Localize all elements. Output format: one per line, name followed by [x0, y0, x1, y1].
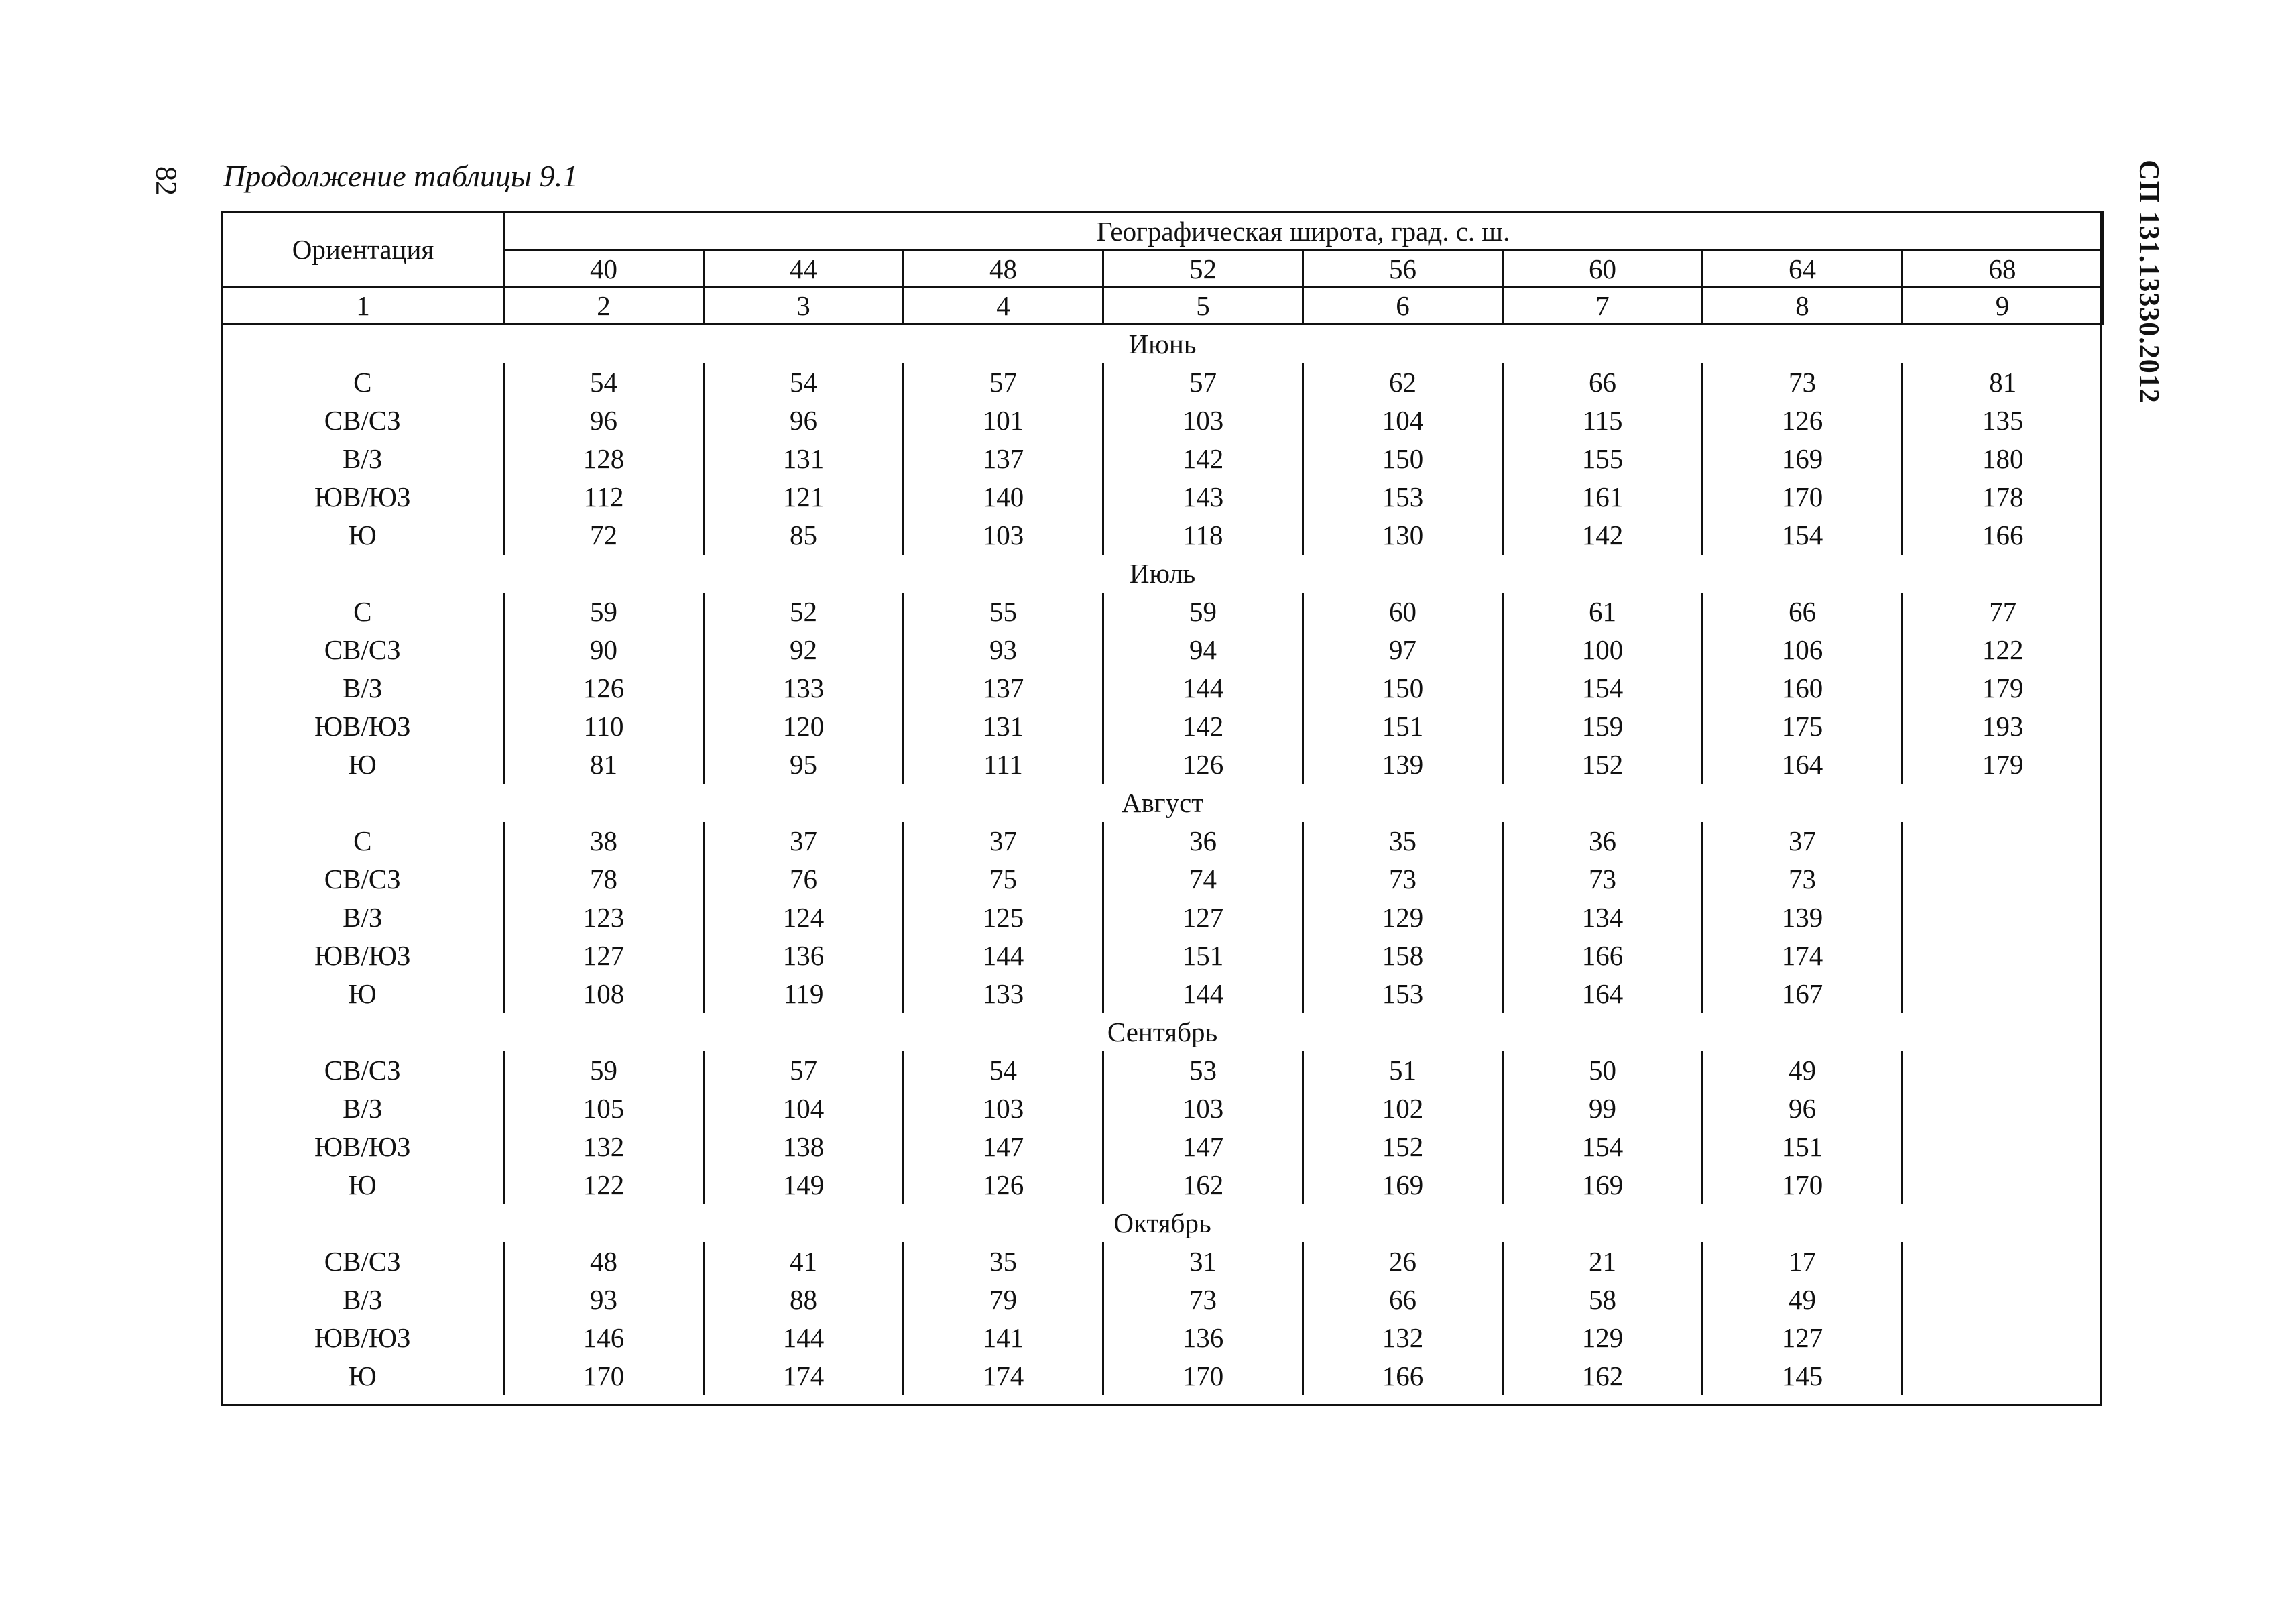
- value-cell: 140: [904, 478, 1103, 516]
- value-cell: 161: [1503, 478, 1703, 516]
- value-cell: 93: [504, 1281, 704, 1319]
- value-cell: 62: [1303, 363, 1503, 402]
- orientation-cell: СВ/СЗ: [324, 634, 401, 665]
- value-cell: 159: [1503, 707, 1703, 746]
- value-cell: 73: [1503, 860, 1703, 898]
- value-cell: 146: [504, 1319, 704, 1357]
- value-cell: 144: [1103, 669, 1303, 707]
- value-cell: 104: [1303, 402, 1503, 440]
- table-row: [223, 1242, 2103, 1281]
- value-cell: 131: [904, 707, 1103, 746]
- value-cell: 57: [904, 363, 1103, 402]
- latitude-cell: 60: [1503, 251, 1703, 288]
- value-cell: [1902, 1128, 2103, 1166]
- table-row: [223, 1166, 2103, 1204]
- value-cell: 134: [1503, 898, 1703, 937]
- latitude-cell: 52: [1103, 251, 1303, 288]
- value-cell: [1902, 937, 2103, 975]
- section-row: [223, 555, 2103, 593]
- value-cell: 49: [1703, 1051, 1902, 1090]
- value-cell: 162: [1103, 1166, 1303, 1204]
- table-row: [223, 1281, 2103, 1319]
- value-cell: 61: [1503, 593, 1703, 631]
- value-cell: 170: [1703, 478, 1902, 516]
- value-cell: 180: [1902, 440, 2103, 478]
- column-number: 4: [904, 288, 1103, 325]
- value-cell: 119: [704, 975, 904, 1013]
- value-cell: 73: [1703, 363, 1902, 402]
- table-row: [223, 746, 2103, 784]
- value-cell: 150: [1303, 669, 1503, 707]
- section-title: Июль: [1129, 558, 1196, 589]
- value-cell: 103: [1103, 402, 1303, 440]
- value-cell: 73: [1303, 860, 1503, 898]
- value-cell: 122: [1902, 631, 2103, 669]
- table-row: [223, 1357, 2103, 1395]
- table-caption: Продолжение таблицы 9.1: [223, 159, 579, 193]
- value-cell: [1902, 1242, 2103, 1281]
- value-cell: 147: [904, 1128, 1103, 1166]
- latitude-cell: 48: [904, 251, 1103, 288]
- value-cell: 142: [1503, 516, 1703, 555]
- value-cell: 17: [1703, 1242, 1902, 1281]
- value-cell: [1902, 1357, 2103, 1395]
- value-cell: 125: [904, 898, 1103, 937]
- orientation-cell: В/З: [343, 1093, 383, 1124]
- orientation-cell: СВ/СЗ: [324, 1055, 401, 1086]
- value-cell: 96: [1703, 1090, 1902, 1128]
- table-row: [223, 478, 2103, 516]
- value-cell: 72: [504, 516, 704, 555]
- orientation-cell: СВ/СЗ: [324, 1246, 401, 1277]
- value-cell: 95: [704, 746, 904, 784]
- value-cell: 151: [1703, 1128, 1902, 1166]
- value-cell: 179: [1902, 669, 2103, 707]
- value-cell: 35: [1303, 822, 1503, 860]
- value-cell: 155: [1503, 440, 1703, 478]
- table-row: [223, 1051, 2103, 1090]
- value-cell: 139: [1703, 898, 1902, 937]
- orientation-cell: ЮВ/ЮЗ: [314, 481, 411, 512]
- section-row: [223, 325, 2103, 364]
- table-row: [223, 1090, 2103, 1128]
- value-cell: 118: [1103, 516, 1303, 555]
- value-cell: [1902, 822, 2103, 860]
- value-cell: 73: [1703, 860, 1902, 898]
- value-cell: 58: [1503, 1281, 1703, 1319]
- value-cell: 90: [504, 631, 704, 669]
- value-cell: 88: [704, 1281, 904, 1319]
- value-cell: 54: [704, 363, 904, 402]
- value-cell: 66: [1703, 593, 1902, 631]
- value-cell: 126: [504, 669, 704, 707]
- value-cell: 169: [1703, 440, 1902, 478]
- orientation-cell: ЮВ/ЮЗ: [314, 940, 411, 971]
- value-cell: 169: [1503, 1166, 1703, 1204]
- value-cell: 166: [1503, 937, 1703, 975]
- section-title: Июнь: [1128, 329, 1197, 359]
- value-cell: 103: [1103, 1090, 1303, 1128]
- value-cell: 66: [1503, 363, 1703, 402]
- value-cell: 127: [1103, 898, 1303, 937]
- orientation-cell: Ю: [348, 520, 377, 550]
- value-cell: 81: [504, 746, 704, 784]
- value-cell: 142: [1103, 707, 1303, 746]
- orientation-cell: В/З: [343, 1284, 383, 1315]
- value-cell: 167: [1703, 975, 1902, 1013]
- value-cell: [1902, 860, 2103, 898]
- section-row: [223, 784, 2103, 822]
- table-row: [223, 860, 2103, 898]
- value-cell: 37: [1703, 822, 1902, 860]
- orientation-cell: ЮВ/ЮЗ: [314, 1322, 411, 1353]
- value-cell: 57: [1103, 363, 1303, 402]
- orientation-cell: Ю: [348, 978, 377, 1009]
- value-cell: 37: [704, 822, 904, 860]
- column-number: 9: [1902, 288, 2103, 325]
- value-cell: 50: [1503, 1051, 1703, 1090]
- value-cell: 104: [704, 1090, 904, 1128]
- column-number: 7: [1503, 288, 1703, 325]
- value-cell: 93: [904, 631, 1103, 669]
- column-number: 1: [223, 288, 504, 325]
- latitude-cell: 64: [1703, 251, 1902, 288]
- value-cell: 174: [704, 1357, 904, 1395]
- value-cell: 123: [504, 898, 704, 937]
- value-cell: 57: [704, 1051, 904, 1090]
- section-title: Сентябрь: [1107, 1017, 1218, 1047]
- column-number: 6: [1303, 288, 1503, 325]
- value-cell: 164: [1703, 746, 1902, 784]
- value-cell: 128: [504, 440, 704, 478]
- value-cell: 154: [1503, 1128, 1703, 1166]
- value-cell: 59: [504, 1051, 704, 1090]
- value-cell: [1902, 1319, 2103, 1357]
- orientation-cell: В/З: [343, 673, 383, 703]
- value-cell: 193: [1902, 707, 2103, 746]
- value-cell: 178: [1902, 478, 2103, 516]
- value-cell: 26: [1303, 1242, 1503, 1281]
- value-cell: 103: [904, 1090, 1103, 1128]
- value-cell: 131: [704, 440, 904, 478]
- value-cell: 175: [1703, 707, 1902, 746]
- orientation-cell: ЮВ/ЮЗ: [314, 711, 411, 742]
- value-cell: 78: [504, 860, 704, 898]
- column-number: 2: [504, 288, 704, 325]
- value-cell: 169: [1303, 1166, 1503, 1204]
- value-cell: 170: [504, 1357, 704, 1395]
- value-cell: 110: [504, 707, 704, 746]
- value-cell: 94: [1103, 631, 1303, 669]
- table-row: [223, 937, 2103, 975]
- value-cell: 170: [1103, 1357, 1303, 1395]
- value-cell: 152: [1303, 1128, 1503, 1166]
- value-cell: 106: [1703, 631, 1902, 669]
- column-number: 3: [704, 288, 904, 325]
- table-row: [223, 1128, 2103, 1166]
- value-cell: 99: [1503, 1090, 1703, 1128]
- section-title: Октябрь: [1113, 1208, 1211, 1238]
- value-cell: 144: [1103, 975, 1303, 1013]
- value-cell: 75: [904, 860, 1103, 898]
- value-cell: 144: [704, 1319, 904, 1357]
- value-cell: [1902, 975, 2103, 1013]
- value-cell: 85: [704, 516, 904, 555]
- value-cell: 100: [1503, 631, 1703, 669]
- value-cell: 60: [1303, 593, 1503, 631]
- value-cell: [1902, 1281, 2103, 1319]
- table-body: [223, 325, 2103, 1396]
- value-cell: 111: [904, 746, 1103, 784]
- value-cell: 121: [704, 478, 904, 516]
- orientation-cell: Ю: [348, 749, 377, 780]
- value-cell: 126: [904, 1166, 1103, 1204]
- value-cell: 36: [1103, 822, 1303, 860]
- value-cell: 174: [1703, 937, 1902, 975]
- value-cell: 137: [904, 440, 1103, 478]
- latitude-header: Географическая широта, град. с. ш.: [504, 213, 2103, 251]
- value-cell: [1902, 1090, 2103, 1128]
- value-cell: 122: [504, 1166, 704, 1204]
- value-cell: 66: [1303, 1281, 1503, 1319]
- latitude-cell: 40: [504, 251, 704, 288]
- column-numbers-row: [223, 288, 2103, 325]
- value-cell: 115: [1503, 402, 1703, 440]
- table-row: [223, 402, 2103, 440]
- value-cell: 77: [1902, 593, 2103, 631]
- value-cell: 59: [1103, 593, 1303, 631]
- column-number: 5: [1103, 288, 1303, 325]
- orientation-cell: С: [353, 367, 372, 398]
- value-cell: 112: [504, 478, 704, 516]
- value-cell: 145: [1703, 1357, 1902, 1395]
- value-cell: 152: [1503, 746, 1703, 784]
- value-cell: 153: [1303, 478, 1503, 516]
- value-cell: 136: [704, 937, 904, 975]
- value-cell: 179: [1902, 746, 2103, 784]
- value-cell: 151: [1103, 937, 1303, 975]
- value-cell: 132: [1303, 1319, 1503, 1357]
- table-row: [223, 707, 2103, 746]
- value-cell: 149: [704, 1166, 904, 1204]
- value-cell: 143: [1103, 478, 1303, 516]
- value-cell: 41: [704, 1242, 904, 1281]
- value-cell: 101: [904, 402, 1103, 440]
- latitude-cell: 56: [1303, 251, 1503, 288]
- value-cell: 141: [904, 1319, 1103, 1357]
- section-title: Август: [1121, 787, 1204, 818]
- value-cell: 160: [1703, 669, 1902, 707]
- value-cell: 135: [1902, 402, 2103, 440]
- value-cell: 164: [1503, 975, 1703, 1013]
- value-cell: 59: [504, 593, 704, 631]
- orientation-cell: В/З: [343, 902, 383, 933]
- value-cell: 102: [1303, 1090, 1503, 1128]
- value-cell: 166: [1902, 516, 2103, 555]
- value-cell: 151: [1303, 707, 1503, 746]
- value-cell: 166: [1303, 1357, 1503, 1395]
- value-cell: 38: [504, 822, 704, 860]
- section-row: [223, 1204, 2103, 1242]
- value-cell: 51: [1303, 1051, 1503, 1090]
- value-cell: 129: [1303, 898, 1503, 937]
- table-row: [223, 516, 2103, 555]
- value-cell: 92: [704, 631, 904, 669]
- section-row: [223, 1013, 2103, 1051]
- column-number: 8: [1703, 288, 1902, 325]
- value-cell: 53: [1103, 1051, 1303, 1090]
- value-cell: 126: [1103, 746, 1303, 784]
- value-cell: 31: [1103, 1242, 1303, 1281]
- table-row: [223, 822, 2103, 860]
- value-cell: 36: [1503, 822, 1703, 860]
- value-cell: 96: [704, 402, 904, 440]
- table-row: [223, 593, 2103, 631]
- value-cell: 158: [1303, 937, 1503, 975]
- value-cell: 144: [904, 937, 1103, 975]
- value-cell: 154: [1503, 669, 1703, 707]
- value-cell: 21: [1503, 1242, 1703, 1281]
- value-cell: 79: [904, 1281, 1103, 1319]
- value-cell: 130: [1303, 516, 1503, 555]
- latitude-values-row: [223, 251, 2103, 288]
- value-cell: 139: [1303, 746, 1503, 784]
- value-cell: 133: [704, 669, 904, 707]
- latitude-cell: 68: [1902, 251, 2103, 288]
- value-cell: 133: [904, 975, 1103, 1013]
- orientation-cell: СВ/СЗ: [324, 405, 401, 436]
- table-row: [223, 631, 2103, 669]
- value-cell: 120: [704, 707, 904, 746]
- value-cell: 48: [504, 1242, 704, 1281]
- page-number: 82: [149, 166, 183, 196]
- value-cell: 137: [904, 669, 1103, 707]
- value-cell: 103: [904, 516, 1103, 555]
- table-row: [223, 1319, 2103, 1357]
- orientation-cell: В/З: [343, 443, 383, 474]
- document-code: СП 131.13330.2012: [2133, 160, 2164, 404]
- table-row: [223, 975, 2103, 1013]
- orientation-cell: ЮВ/ЮЗ: [314, 1131, 411, 1162]
- value-cell: 127: [504, 937, 704, 975]
- value-cell: 132: [504, 1128, 704, 1166]
- value-cell: 55: [904, 593, 1103, 631]
- value-cell: 162: [1503, 1357, 1703, 1395]
- table-row: [223, 363, 2103, 402]
- value-cell: 76: [704, 860, 904, 898]
- value-cell: 52: [704, 593, 904, 631]
- value-cell: 127: [1703, 1319, 1902, 1357]
- value-cell: 81: [1902, 363, 2103, 402]
- orientation-header: Ориентация: [223, 213, 504, 288]
- value-cell: 147: [1103, 1128, 1303, 1166]
- value-cell: 150: [1303, 440, 1503, 478]
- value-cell: 96: [504, 402, 704, 440]
- value-cell: 54: [504, 363, 704, 402]
- value-cell: 129: [1503, 1319, 1703, 1357]
- value-cell: 170: [1703, 1166, 1902, 1204]
- value-cell: 136: [1103, 1319, 1303, 1357]
- table-row: [223, 440, 2103, 478]
- value-cell: 126: [1703, 402, 1902, 440]
- table-row: [223, 898, 2103, 937]
- orientation-cell: С: [353, 596, 372, 627]
- value-cell: 174: [904, 1357, 1103, 1395]
- latitude-cell: 44: [704, 251, 904, 288]
- orientation-cell: СВ/СЗ: [324, 864, 401, 894]
- value-cell: [1902, 898, 2103, 937]
- value-cell: 124: [704, 898, 904, 937]
- value-cell: 97: [1303, 631, 1503, 669]
- data-table: [221, 211, 2104, 1395]
- value-cell: [1902, 1166, 2103, 1204]
- orientation-cell: Ю: [348, 1169, 377, 1200]
- value-cell: 49: [1703, 1281, 1902, 1319]
- value-cell: [1902, 1051, 2103, 1090]
- value-cell: 35: [904, 1242, 1103, 1281]
- value-cell: 54: [904, 1051, 1103, 1090]
- value-cell: 154: [1703, 516, 1902, 555]
- value-cell: 37: [904, 822, 1103, 860]
- value-cell: 153: [1303, 975, 1503, 1013]
- orientation-cell: Ю: [348, 1360, 377, 1391]
- table-row: [223, 669, 2103, 707]
- value-cell: 73: [1103, 1281, 1303, 1319]
- value-cell: 74: [1103, 860, 1303, 898]
- value-cell: 105: [504, 1090, 704, 1128]
- orientation-cell: С: [353, 825, 372, 856]
- value-cell: 108: [504, 975, 704, 1013]
- value-cell: 138: [704, 1128, 904, 1166]
- value-cell: 142: [1103, 440, 1303, 478]
